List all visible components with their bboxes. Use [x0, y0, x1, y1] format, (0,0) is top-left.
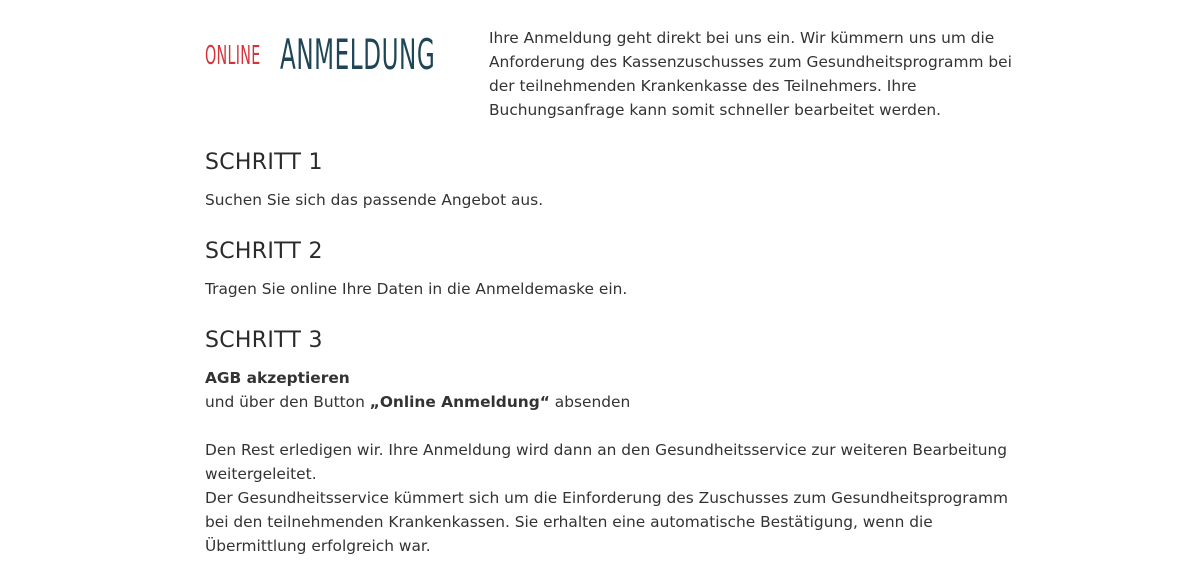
step-3-button-name: „Online Anmeldung“: [369, 393, 550, 411]
logo-word-anmeldung: ANMELDUNG: [280, 30, 436, 79]
step-3-button-text: [205, 390, 1025, 414]
step-3-line-prefix: und über den Button: [205, 393, 370, 411]
closing-paragraph-1: Den Rest erledigen wir. Ihre Anmeldung wird dann an den Gesundheitsservice zur weiteren Bearbeitung weitergeleitet.: [205, 441, 1008, 483]
step-3-agb-text: AGB akzeptieren: [205, 369, 350, 387]
closing-paragraph-2: Der Gesundheitsservice kümmert sich um die Einforderung des Zuschusses zum Gesundheitsprogramm bei den teilnehmenden Krankenkassen. Sie erhalten eine automatische Bestätigung, wenn die Übermittlung erfolgreich war.: [205, 489, 1009, 555]
step-2: [205, 238, 1025, 301]
step-3-title: SCHRITT 3: [205, 328, 323, 353]
step-1: [205, 149, 1025, 212]
closing-text: [205, 438, 1020, 558]
step-3-line-suffix: absenden: [549, 393, 631, 411]
step-2-text: Tragen Sie online Ihre Daten in die Anmeldemaske ein.: [205, 280, 628, 298]
step-1-title: SCHRITT 1: [205, 150, 323, 175]
step-3: [205, 327, 1025, 414]
step-2-title: SCHRITT 2: [205, 239, 323, 264]
online-anmeldung-logo: [205, 30, 445, 79]
intro-text: Ihre Anmeldung geht direkt bei uns ein. Wir kümmern uns um die Anforderung des Kassenzuschusses zum Gesundheitsprogramm bei der teilnehmenden Krankenkasse des Teilnehmers. Ihre Buchungsanfrage kann somit schneller bearbeitet werden.: [489, 29, 1012, 119]
step-1-text: Suchen Sie sich das passende Angebot aus.: [205, 191, 544, 209]
logo-word-online: ONLINE: [205, 41, 261, 71]
